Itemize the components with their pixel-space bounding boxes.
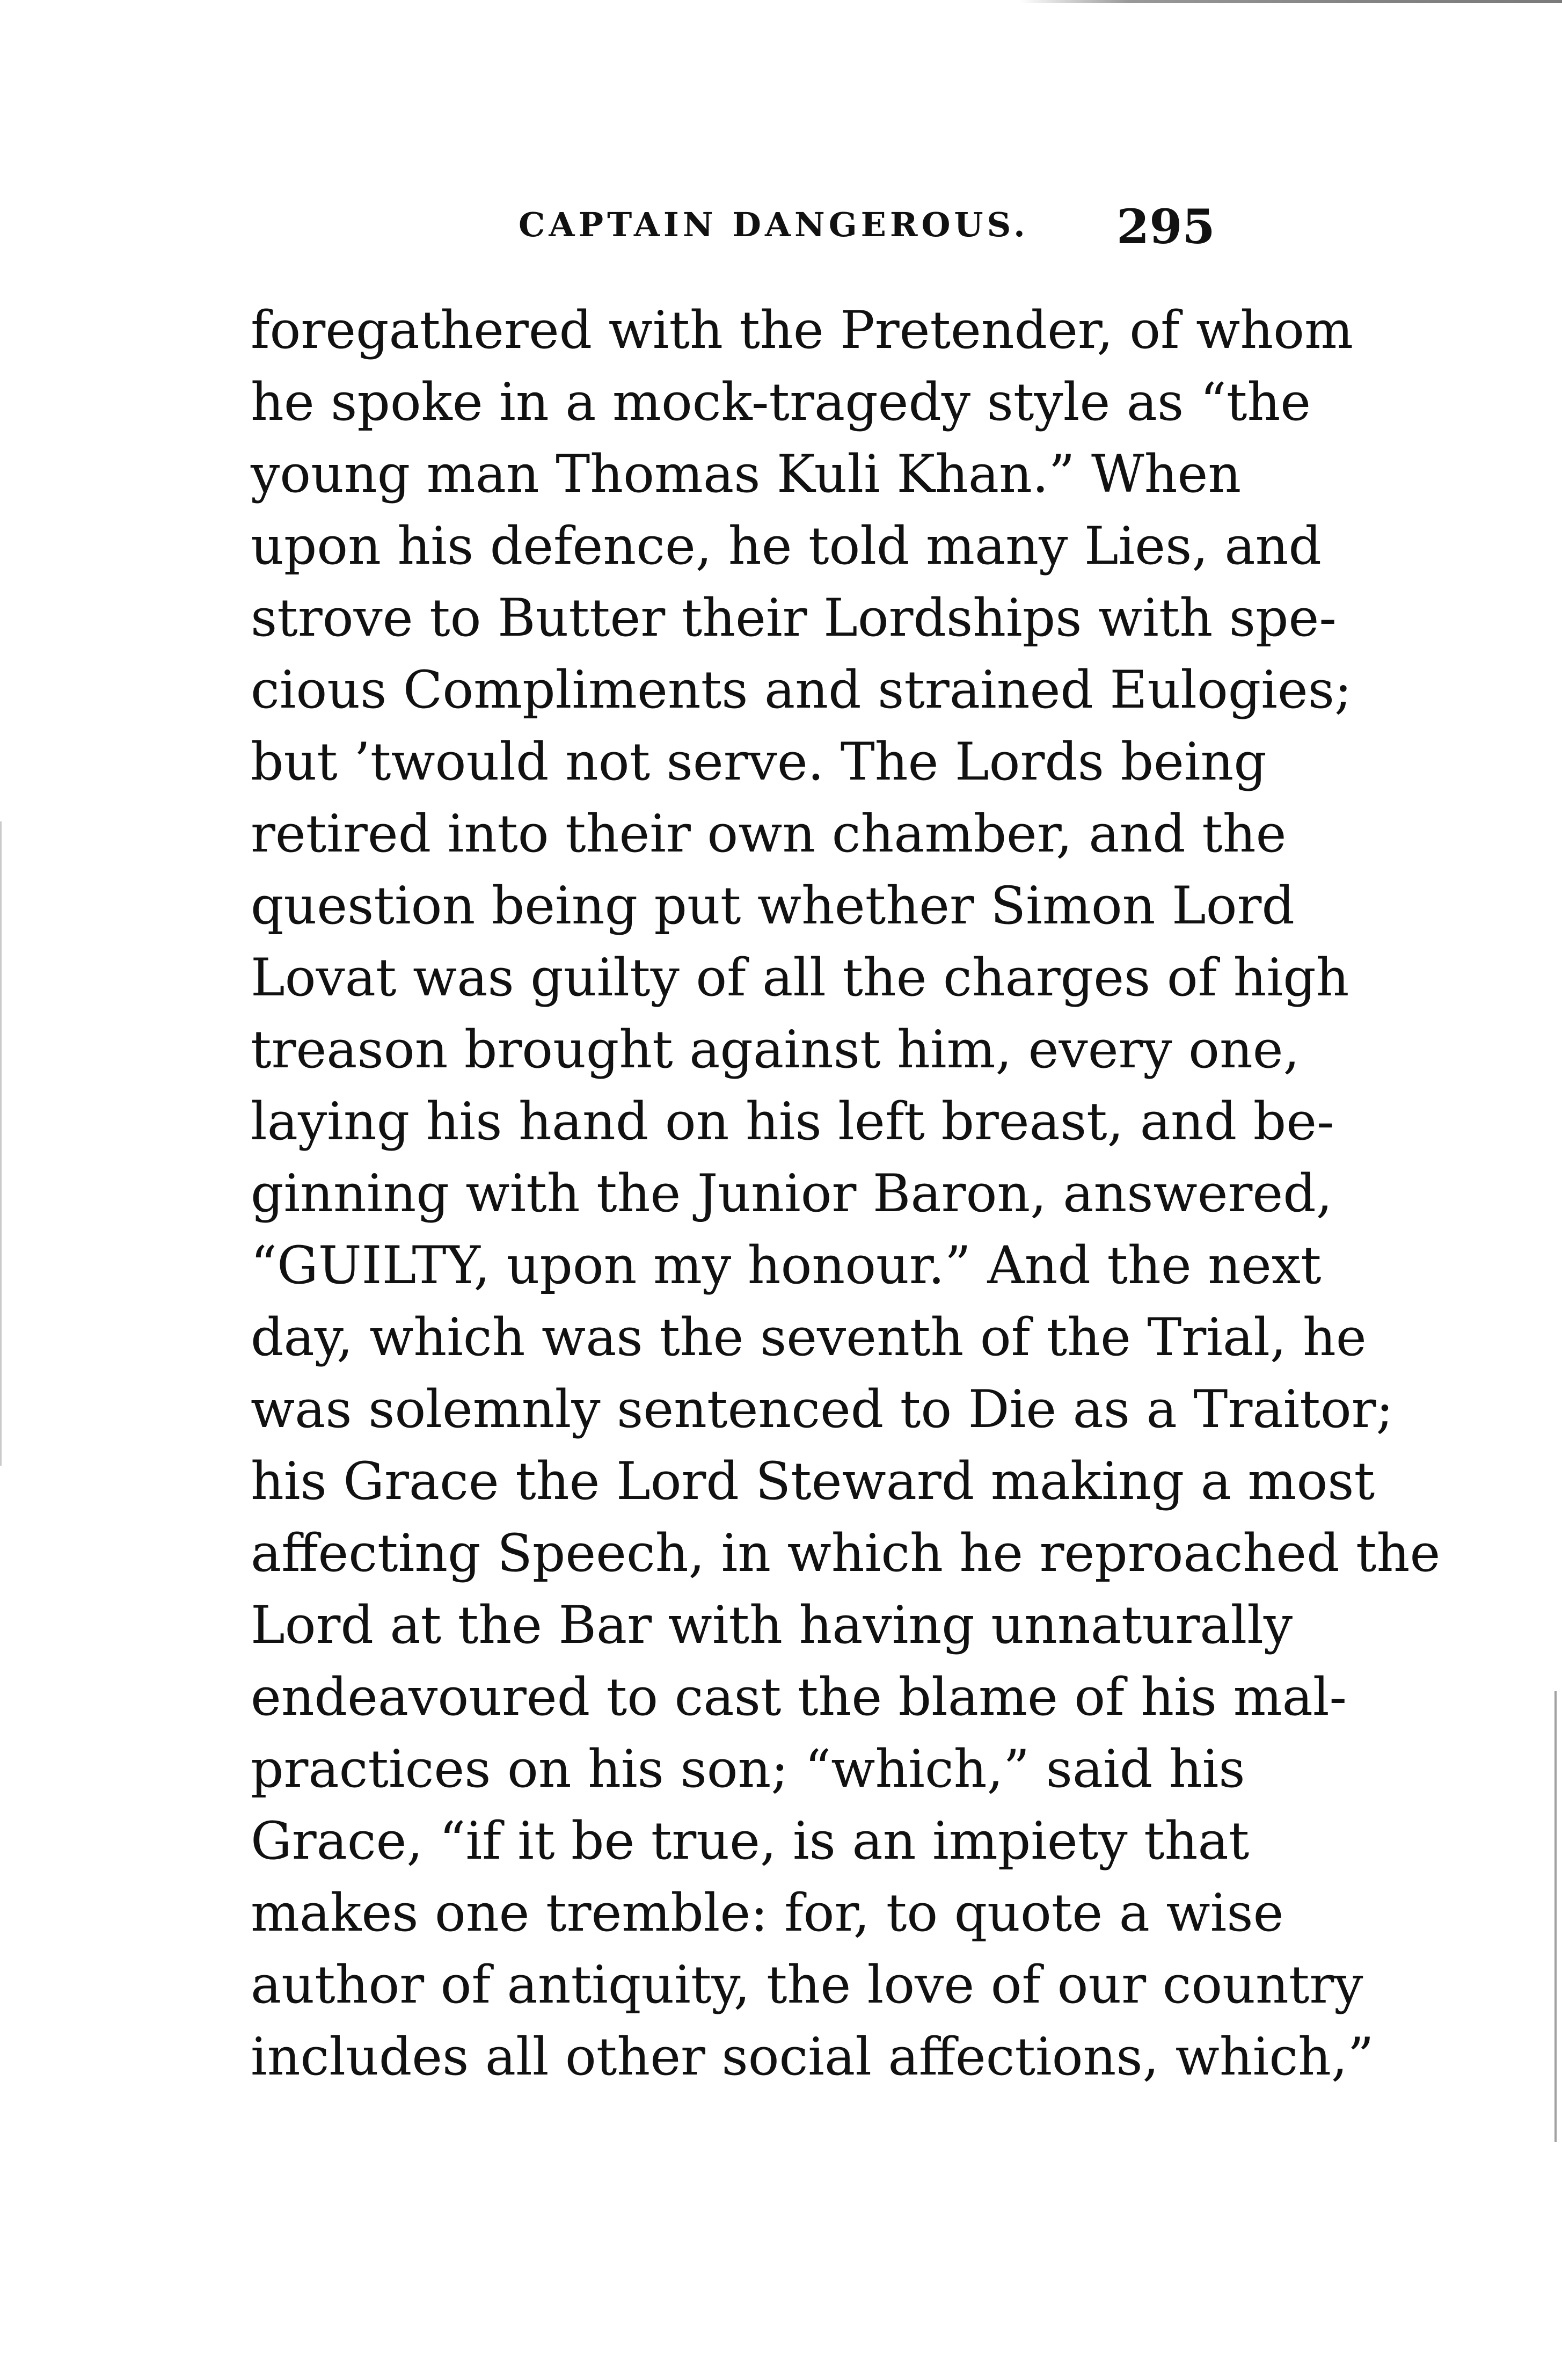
text-line: upon his defence, he told many Lies, and <box>251 516 1322 576</box>
text-line: Lovat was guilty of all the charges of high <box>251 948 1349 1008</box>
text-line: was solemnly sentenced to Die as a Traitor; <box>251 1379 1393 1439</box>
text-line: author of antiquity, the love of our country <box>251 1955 1363 2015</box>
text-line: retired into their own chamber, and the <box>251 804 1287 864</box>
text-line: young man Thomas Kuli Khan.” When <box>251 444 1242 504</box>
text-line: Grace, “if it be true, is an impiety that <box>251 1811 1250 1871</box>
text-line: his Grace the Lord Steward making a most <box>251 1451 1375 1511</box>
text-line: endeavoured to cast the blame of his mal- <box>251 1667 1347 1727</box>
page-number: 295 <box>1116 199 1215 254</box>
text-line: question being put whether Simon Lord <box>251 876 1295 936</box>
text-line: treason brought against him, every one, <box>251 1020 1300 1080</box>
text-line: practices on his son; “which,” said his <box>251 1739 1245 1799</box>
text-line: but ’twould not serve. The Lords being <box>251 732 1267 792</box>
running-header-title: CAPTAIN DANGEROUS. <box>519 205 1029 244</box>
text-line: cious Compliments and strained Eulogies; <box>251 660 1352 720</box>
text-line: “GUILTY, upon my honour.” And the next <box>251 1235 1322 1295</box>
body-text <box>251 294 1441 2093</box>
scan-edge-shadow <box>1554 1691 1557 2142</box>
text-line: affecting Speech, in which he reproached the <box>251 1523 1441 1583</box>
text-line: day, which was the seventh of the Trial, he <box>251 1307 1367 1367</box>
text-line: strove to Butter their Lordships with spe- <box>251 588 1337 648</box>
text-line: makes one tremble: for, to quote a wise <box>251 1883 1284 1943</box>
text-line: ginning with the Junior Baron, answered, <box>251 1163 1333 1224</box>
text-line: he spoke in a mock-tragedy style as “the <box>251 372 1311 432</box>
text-line: includes all other social affections, which,” <box>251 2027 1374 2087</box>
text-line: laying his hand on his left breast, and be- <box>251 1091 1334 1152</box>
text-line: foregathered with the Pretender, of whom <box>251 300 1353 360</box>
scan-edge-shadow <box>0 821 2 1466</box>
scan-edge-shadow <box>1020 0 1562 3</box>
text-line: Lord at the Bar with having unnaturally <box>251 1595 1293 1655</box>
